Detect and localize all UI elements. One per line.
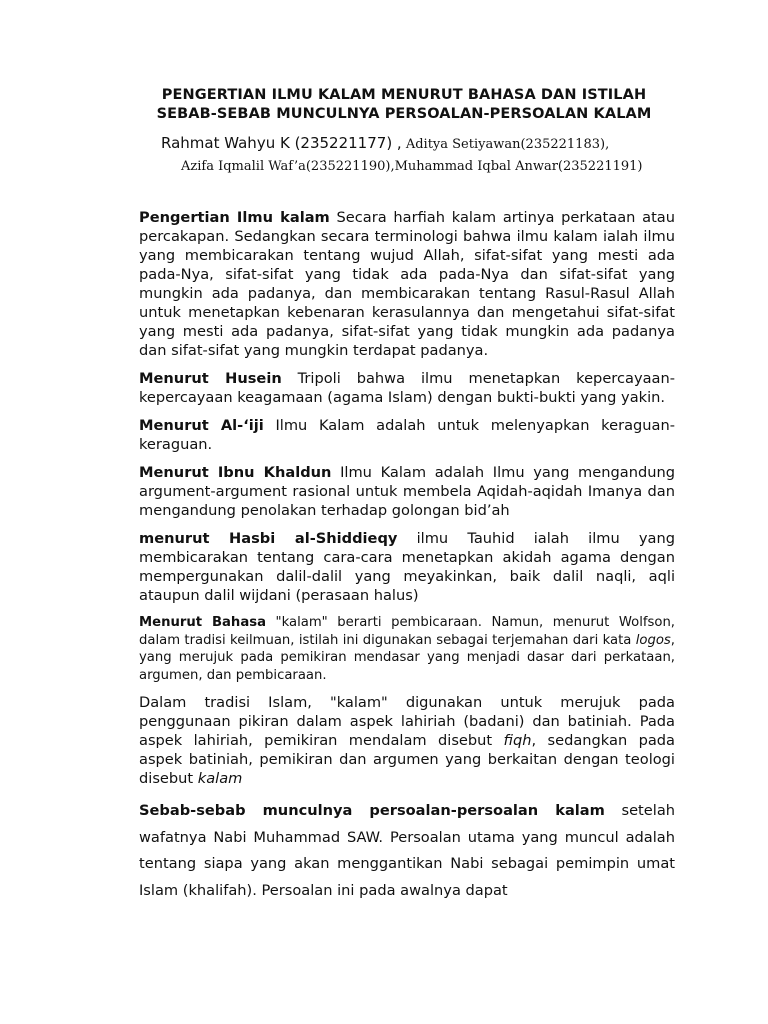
paragraph-text: Ilmu Kalam adalah untuk melenyapkan keraguan-keraguan. [139,417,676,453]
title-line-2: SEBAB-SEBAB MUNCULNYA PERSOALAN-PERSOALAN KALAM [156,106,652,122]
paragraph-lead: menurut Hasbi al-Shiddieqy [139,530,398,547]
paragraph-pengertian [139,208,675,360]
authors-line-2: Azifa Iqmalil Waf’a(235221190),Muhammad Iqbal Anwar(235221191) [181,159,643,174]
paragraph-italic-term: logos [635,632,671,648]
authors-line-1 [161,133,609,155]
paragraph-lead: Menurut Ibnu Khaldun [139,464,332,481]
paragraph-lead: Sebab-sebab munculnya persoalan-persoalan kalam [139,802,605,820]
paragraph-al-iji [139,416,675,454]
paragraph-bahasa [139,614,675,684]
paragraph-tradisi-islam [139,693,675,788]
paragraph-husein [139,369,675,407]
title-line-1: PENGERTIAN ILMU KALAM MENURUT BAHASA DAN ISTILAH [161,87,647,103]
paragraph-text: , yang merujuk pada pemikiran mendasar yang menjadi dasar dari perkataan, argumen, dan pembicaraan. [139,632,675,683]
paragraph-lead: Pengertian Ilmu kalam [139,209,330,226]
paragraph-hasbi [139,529,675,605]
paragraph-text: Ilmu Kalam adalah Ilmu yang mengandung argument-argument rasional untuk membela Aqidah-aqidah Imanya dan mengandung penolakan terhadap golongan bid’ah [139,464,675,519]
paragraph-italic-term: kalam [197,770,243,788]
paragraph-text: , sedangkan pada aspek batiniah, pemikiran dan argumen yang berkaitan dengan teologi disebut [139,732,675,788]
paragraph-text: setelah wafatnya Nabi Muhammad SAW. Persoalan utama yang muncul adalah tentang siapa yang akan menggantikan Nabi sebagai pemimpin umat Islam (khalifah). Persoalan ini pada awalnya dapat [139,802,676,899]
paragraph-lead: Menurut Husein [139,370,282,387]
document-body [139,208,675,913]
paragraph-lead: Menurut Bahasa [139,615,266,630]
paragraph-text: Tripoli bahwa ilmu menetapkan kepercayaan-kepercayaan keagamaan (agama Islam) dengan bukti-bukti yang yakin. [139,370,675,406]
paragraph-text: Dalam tradisi Islam, "kalam" digunakan untuk merujuk pada penggunaan pikiran dalam aspek lahiriah (badani) dan batiniah. Pada aspek lahiriah, pemikiran mendalam disebut [139,694,675,750]
author-primary: Rahmat Wahyu K (235221177) , [161,134,402,152]
author-secondary: Aditya Setiyawan(235221183), [401,137,610,152]
paragraph-text: Secara harfiah kalam artinya perkataan atau percakapan. Sedangkan secara terminologi bahwa ilmu kalam ialah ilmu yang membicarakan tentang wujud Allah, sifat-sifat yang mesti ada pada-Nya, sifat-sifat yang tidak ada pada-Nya dan sifat-sifat yang mungkin ada padanya, dan membicarakan tentang Rasul-Rasul Allah untuk menetapkan kebenaran kerasulannya dan mengetahui sifat-sifat yang mesti ada padanya, sifat-sifat yang tidak mungkin ada padanya dan sifat-sifat yang mungkin terdapat padanya. [139,209,675,359]
paragraph-text: "kalam" berarti pembicaraan. Namun, menurut Wolfson, dalam tradisi keilmuan, istilah ini digunakan sebagai terjemahan dari kata [139,615,675,648]
paragraph-italic-term: fiqh [503,732,532,750]
paragraph-lead: Menurut Al-‘iji [139,417,264,434]
document-title [130,86,678,124]
paragraph-ibnu-khaldun [139,463,675,520]
paragraph-text: ilmu Tauhid ialah ilmu yang membicarakan tentang cara-cara menetapkan akidah agama dengan mempergunakan dalil-dalil yang meyakinkan, baik dalil naqli, aqli ataupun dalil wijdani (perasaan halus) [139,530,675,604]
paragraph-sebab-sebab [139,798,675,904]
